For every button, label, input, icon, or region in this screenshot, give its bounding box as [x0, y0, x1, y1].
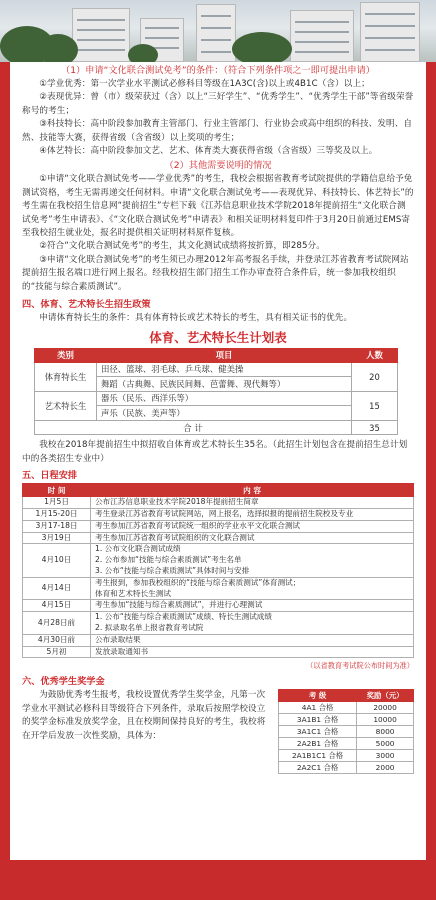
table-row — [23, 646, 414, 658]
table-row — [23, 612, 414, 635]
main-content — [22, 64, 414, 773]
schedule-time: 1月5日 — [23, 497, 91, 509]
bottom-red-bar — [0, 860, 436, 900]
sports-plan-title: 体育、艺术特长生计划表 — [149, 329, 287, 345]
schedule-note: （以省教育考试院公布时间为准） — [306, 661, 414, 671]
table-total-row — [35, 420, 398, 435]
amount-cell: 3000 — [357, 750, 414, 762]
schedule-line: 1. 公布文化联合测试成绩 — [95, 544, 181, 554]
grade-cell: 2A2B1 合格 — [279, 738, 357, 750]
grade-cell: 3A1C1 合格 — [279, 726, 357, 738]
column-header: 内 容 — [91, 484, 414, 497]
schedule-content — [91, 544, 414, 577]
table-row — [23, 509, 414, 521]
procedure-1: ①申请“文化联合测试免考——学业优秀”的考生，我校会根据省教育考试院提供的学籍信息给予免测试资格，考生无需再递交任何材料。申请“文化联合测试免考——表现优异、科技特长、体艺特长”的考生需在我校招生信息网“提前招生”专栏下载《江苏信息职业技术学院2018年提前招生“文化联合测试免考”考生申请表》、《“文化联合测试免考”申请表》和相关证明材料复印件于3月20日前通过EMS寄至我校招生就业处，报名时提供相关证明材料原件复核。 — [22, 174, 414, 239]
count-cell: 20 — [352, 362, 398, 391]
column-header: 人数 — [352, 348, 398, 362]
right-red-stripe — [426, 62, 436, 900]
section-4-body: 申请体育特长生的条件：具有体育特长或艺术特长的考生，具有相关证书的优先。 — [39, 313, 353, 324]
schedule-time: 4月28日前 — [23, 612, 91, 635]
amount-cell: 20000 — [357, 702, 414, 714]
table-row — [23, 634, 414, 646]
amount-cell: 5000 — [357, 738, 414, 750]
schedule-time: 5月初 — [23, 646, 91, 658]
procedure-heading: （2）其他需要说明的情况 — [164, 160, 272, 172]
column-header: 类别 — [35, 348, 97, 362]
grade-cell: 2A1B1C1 合格 — [279, 750, 357, 762]
scholarship-table — [278, 689, 414, 774]
table-row — [279, 738, 414, 750]
schedule-content — [91, 520, 414, 532]
conditions-heading: （1）申请“文化联合测试免考”的条件：（符合下列条件项之一即可提出申请） — [61, 65, 375, 76]
column-header: 考 级 — [279, 690, 357, 702]
table-row — [23, 520, 414, 532]
schedule-line: 体育和艺术特长生测试 — [95, 588, 171, 598]
schedule-content — [91, 509, 414, 521]
table-row — [23, 532, 414, 544]
schedule-line: 考生参加江苏省教育考试院统一组织的学业水平文化联合测试 — [95, 520, 301, 530]
condition-1: ①学业优秀：第一次学业水平测试必修科目等级在1A3C(含)以上或4B1C（含）以上； — [39, 79, 370, 89]
schedule-content — [91, 532, 414, 544]
table-header-row — [35, 348, 398, 362]
schedule-time: 4月30日前 — [23, 634, 91, 646]
item-cell: 声乐（民族、美声等） — [97, 406, 352, 421]
schedule-time: 3月17-18日 — [23, 520, 91, 532]
schedule-line: 公布江苏信息职业技术学院2018年提前招生简章 — [95, 497, 259, 507]
schedule-line: 考生参加江苏省教育考试院组织的文化联合测试 — [95, 532, 255, 542]
column-header: 项目 — [97, 348, 352, 362]
schedule-line: 考生参加“技能与综合素质测试”，并进行心理测试 — [95, 600, 263, 610]
schedule-time: 4月14日 — [23, 577, 91, 600]
table-row — [23, 600, 414, 612]
schedule-line: 1. 公布“技能与综合素质测试”成绩、特长生测试成绩 — [95, 612, 272, 622]
section-6-body: 为鼓励优秀考生报考，我校设置优秀学生奖学金，凡第一次学业水平测试必修科目等级符合下列条件，录取后按照学校设立的奖学金标准发放奖学金，且在校期间保持良好的考生，我校将在开学后发放一次性奖励，具体为： — [22, 690, 266, 741]
category-cell: 艺术特长生 — [35, 391, 97, 420]
table-row — [23, 577, 414, 600]
section-4-heading: 四、体育、艺术特长生招生政策 — [22, 299, 151, 311]
schedule-content — [91, 577, 414, 600]
campus-photo — [0, 0, 436, 62]
count-cell: 15 — [352, 391, 398, 420]
schedule-line: 考生登录江苏省教育考试院网站，网上报名，选择拟报的提前招生院校及专业 — [95, 509, 354, 519]
left-red-stripe — [0, 62, 10, 900]
schedule-line: 公布录取结果 — [95, 634, 141, 644]
table-header-row — [279, 690, 414, 702]
schedule-time: 4月15日 — [23, 600, 91, 612]
column-header: 时 间 — [23, 484, 91, 497]
schedule-line: 3. 公布“技能与综合素质测试”具体时间与安排 — [95, 566, 250, 576]
scholarship-area — [22, 689, 414, 773]
total-label: 合 计 — [35, 420, 352, 435]
schedule-content — [91, 600, 414, 612]
schedule-content — [91, 612, 414, 635]
condition-4: ④体艺特长：高中阶段参加文艺、艺术、体育类大赛获得省级（含省级）三等奖及以上。 — [39, 146, 378, 157]
amount-cell: 10000 — [357, 714, 414, 726]
table-row — [35, 391, 398, 406]
schedule-line: 2. 公布参加“技能与综合素质测试”考生名单 — [95, 555, 242, 565]
grade-cell: 4A1 合格 — [279, 702, 357, 714]
table-row — [23, 497, 414, 509]
amount-cell: 8000 — [357, 726, 414, 738]
grade-cell: 3A1B1 合格 — [279, 714, 357, 726]
plan-note: 我校在2018年提前招生中拟招收自体育或艺术特长生35名。（此招生计划包含在提前招生总计划中的各类招生专业中） — [22, 440, 408, 464]
condition-2: ②表现优异：曾（市）级荣获过（含）以上“三好学生”、“优秀学生”、“优秀学生干部”等省级荣誉称号的考生； — [22, 92, 414, 116]
schedule-time: 1月15-20日 — [23, 509, 91, 521]
amount-cell: 2000 — [357, 762, 414, 774]
grade-cell: 2A2C1 合格 — [279, 762, 357, 774]
schedule-line: 考生报到，参加我校组织的“技能与综合素质测试”体育测试； — [95, 577, 301, 587]
table-row — [279, 714, 414, 726]
table-row — [279, 750, 414, 762]
section-5-heading: 五、日程安排 — [22, 470, 78, 482]
table-header-row — [23, 484, 414, 497]
table-row — [35, 362, 398, 377]
item-cell: 田径、篮球、羽毛球、乒乓球、健美操 — [97, 362, 352, 377]
schedule-line: 2. 拟录取名单上报省教育考试院 — [95, 623, 204, 633]
schedule-content — [91, 634, 414, 646]
item-cell: 器乐（民乐、西洋乐等） — [97, 391, 352, 406]
schedule-table — [22, 483, 414, 658]
schedule-time: 4月10日 — [23, 544, 91, 577]
condition-3: ③科技特长：高中阶段参加教育主管部门、行业主管部门、行业协会或高中组织的科技、发明、自然、技能等大赛，获得省级（含省级）以上奖项的考生； — [22, 119, 413, 143]
table-row — [23, 544, 414, 577]
column-header: 奖励（元） — [357, 690, 414, 702]
total-count: 35 — [352, 420, 398, 435]
item-cell: 舞蹈（古典舞、民族民间舞、芭蕾舞、现代舞等） — [97, 377, 352, 392]
table-row — [279, 762, 414, 774]
schedule-time: 3月19日 — [23, 532, 91, 544]
procedure-3: ③申请“文化联合测试免考”的考生须已办理2012年高考报名手续，并登录江苏省教育考试院网站提前招生报名端口进行网上报名。经我校招生部门招生工作办审查符合条件后，统一参加我校组织的“技能与综合素质测试”。 — [22, 254, 409, 292]
schedule-content — [91, 497, 414, 509]
category-cell: 体育特长生 — [35, 362, 97, 391]
schedule-line: 发放录取通知书 — [95, 646, 149, 656]
table-row — [279, 702, 414, 714]
sports-plan-table — [34, 348, 398, 436]
table-row — [279, 726, 414, 738]
schedule-content — [91, 646, 414, 658]
section-6-heading: 六、优秀学生奖学金 — [22, 676, 105, 688]
procedure-2: ②符合“文化联合测试免考”的考生，其文化测试成绩将按折算，即285分。 — [39, 241, 325, 252]
